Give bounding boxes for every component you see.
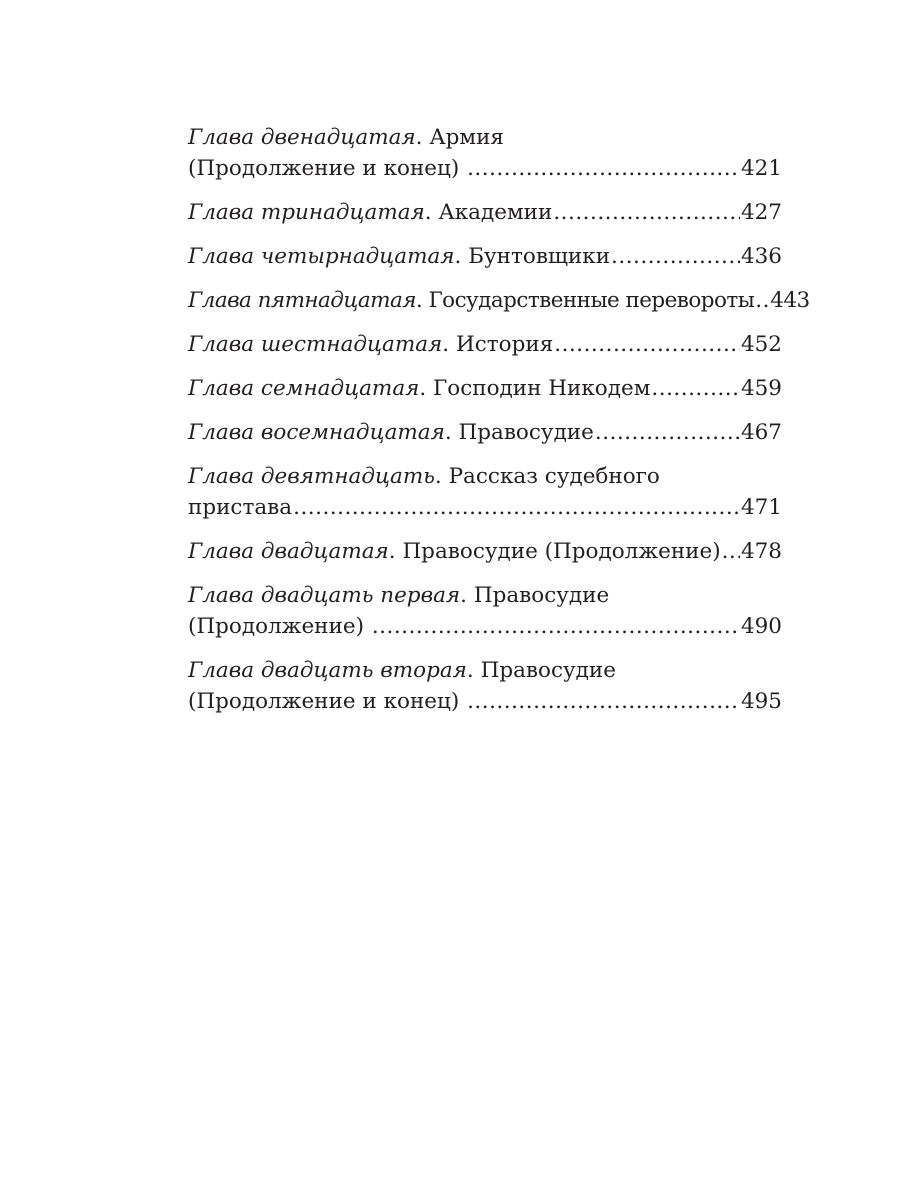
toc-entry-heading: Глава двенадцатая. Армия bbox=[188, 125, 504, 150]
dot-leader bbox=[372, 611, 740, 642]
toc-entry-15[interactable] bbox=[188, 285, 810, 316]
chapter-title-continued: (Продолжение) bbox=[188, 614, 364, 639]
toc-entry-heading: Глава девятнадцать. Рассказ судебного bbox=[188, 464, 660, 489]
toc-entry-line: Глава семнадцатая . Господин Никодем ..... 459 bbox=[188, 373, 782, 404]
dot-leader bbox=[651, 373, 740, 404]
toc-entry-19[interactable] bbox=[188, 461, 782, 523]
page-number: 495 bbox=[740, 689, 782, 714]
toc-entry-heading: Глава двадцать вторая. Правосудие bbox=[188, 658, 616, 683]
toc-entry-line: Глава восемнадцатая . Правосудие ..... 467 bbox=[188, 417, 782, 448]
chapter-title: Правосудие bbox=[458, 420, 594, 445]
page-number: 436 bbox=[740, 244, 782, 269]
toc-entry-17[interactable] bbox=[188, 373, 782, 404]
chapter-title: История bbox=[455, 332, 554, 357]
page-number: 443 bbox=[770, 288, 810, 313]
toc-entry-21[interactable] bbox=[188, 580, 782, 642]
toc-entry-18[interactable] bbox=[188, 417, 782, 448]
page-number: 467 bbox=[740, 420, 782, 445]
toc-entry-13[interactable] bbox=[188, 197, 782, 228]
dot-leader bbox=[611, 241, 740, 272]
chapter-label: Глава восемнадцатая bbox=[188, 420, 445, 445]
chapter-label: Глава четырнадцатая bbox=[188, 244, 455, 269]
chapter-label: Глава двенадцатая bbox=[188, 125, 416, 150]
chapter-title: Правосудие bbox=[480, 658, 616, 683]
chapter-title: Армия bbox=[429, 125, 504, 150]
chapter-title-continued: (Продолжение и конец) bbox=[188, 156, 460, 181]
chapter-title: Господин Никодем bbox=[433, 376, 651, 401]
chapter-title-continued: пристава bbox=[188, 495, 293, 520]
chapter-label: Глава семнадцатая bbox=[188, 376, 420, 401]
toc-entry-line: Глава четырнадцатая . Бунтовщики ..... 436 bbox=[188, 241, 782, 272]
toc-entry-line: Глава пятнадцатая . Государственные перевороты ..... 443 bbox=[188, 285, 782, 316]
chapter-label: Глава тринадцатая bbox=[188, 200, 425, 225]
page-number: 459 bbox=[740, 376, 782, 401]
chapter-title: Бунтовщики bbox=[468, 244, 611, 269]
dot-leader bbox=[722, 536, 740, 567]
toc-entry-22[interactable] bbox=[188, 655, 782, 717]
page-number: 471 bbox=[740, 495, 782, 520]
chapter-title: Государственные перевороты bbox=[428, 288, 755, 313]
page-number: 452 bbox=[740, 332, 782, 357]
chapter-title: Правосудие (Продолжение) bbox=[402, 539, 721, 564]
dot-leader bbox=[595, 417, 740, 448]
table-of-contents bbox=[188, 122, 810, 730]
page-number: 427 bbox=[740, 200, 782, 225]
chapter-label: Глава двадцать вторая bbox=[188, 658, 467, 683]
page-number: 490 bbox=[740, 614, 782, 639]
dot-leader bbox=[755, 285, 769, 316]
dot-leader bbox=[293, 492, 740, 523]
toc-entry-line bbox=[188, 153, 782, 184]
page-number: 421 bbox=[740, 156, 782, 181]
toc-entry-12[interactable] bbox=[188, 122, 782, 184]
chapter-label: Глава девятнадцать bbox=[188, 464, 435, 489]
dot-leader bbox=[554, 329, 740, 360]
toc-entry-line: Глава двадцатая . Правосудие (Продолжение) ..... 478 bbox=[188, 536, 782, 567]
dot-leader bbox=[553, 197, 740, 228]
chapter-title: Рассказ судебного bbox=[448, 464, 660, 489]
toc-entry-line bbox=[188, 686, 782, 717]
dot-leader bbox=[467, 153, 740, 184]
chapter-label: Глава двадцать первая bbox=[188, 583, 461, 608]
chapter-label: Глава пятнадцатая bbox=[188, 288, 416, 313]
chapter-label: Глава двадцатая bbox=[188, 539, 389, 564]
toc-entry-line: Глава шестнадцатая . История ..... 452 bbox=[188, 329, 782, 360]
toc-entry-16[interactable] bbox=[188, 329, 782, 360]
chapter-title: Академии bbox=[438, 200, 553, 225]
toc-entry-heading: Глава двадцать первая. Правосудие bbox=[188, 583, 610, 608]
chapter-title: Правосудие bbox=[473, 583, 610, 608]
chapter-title-continued: (Продолжение и конец) bbox=[188, 689, 460, 714]
page-number: 478 bbox=[740, 539, 782, 564]
toc-entry-line bbox=[188, 611, 782, 642]
dot-leader bbox=[467, 686, 740, 717]
toc-entry-line: Глава тринадцатая . Академии ..... 427 bbox=[188, 197, 782, 228]
toc-entry-14[interactable] bbox=[188, 241, 782, 272]
chapter-label: Глава шестнадцатая bbox=[188, 332, 443, 357]
toc-entry-line bbox=[188, 492, 782, 523]
toc-entry-20[interactable] bbox=[188, 536, 782, 567]
